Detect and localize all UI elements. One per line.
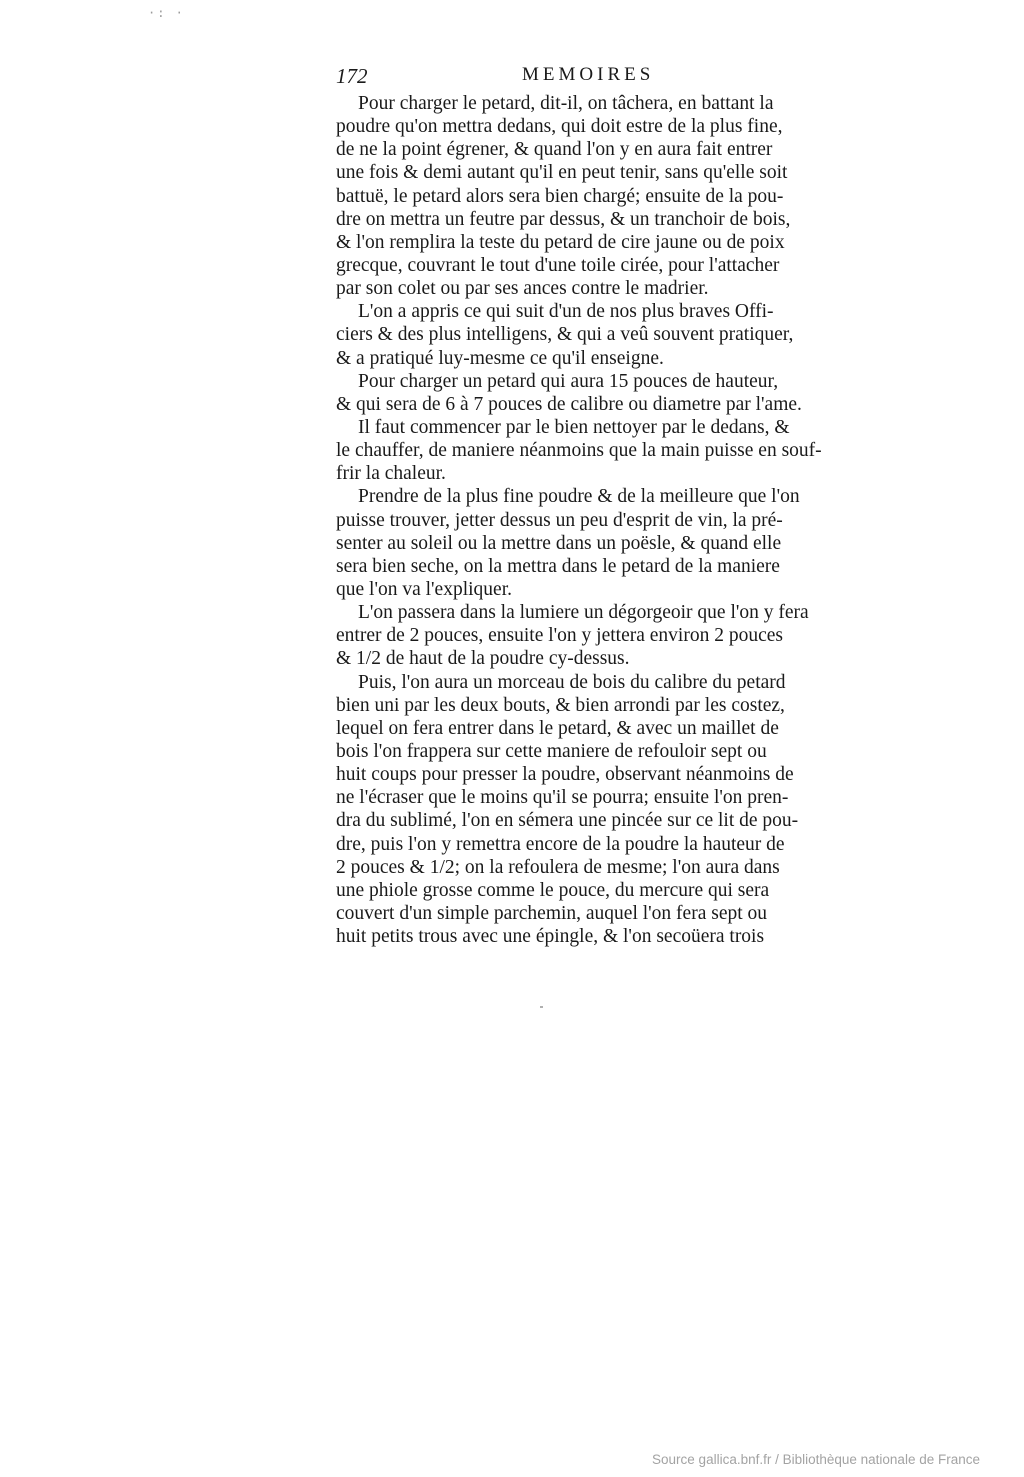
text-line: bien uni par les deux bouts, & bien arrondi par les costez, — [336, 694, 785, 716]
source-attribution: Source gallica.bnf.fr / Bibliothèque nationale de France — [652, 1452, 980, 1467]
text-line: entrer de 2 pouces, ensuite l'on y jettera environ 2 pouces — [336, 625, 783, 647]
text-line: Pour charger un petard qui aura 15 pouces de hauteur, — [358, 370, 779, 392]
text-line: couvert d'un simple parchemin, auquel l'on fera sept ou — [336, 902, 768, 924]
text-line: dre, puis l'on y remettra encore de la poudre la hauteur de — [336, 833, 785, 855]
text-line: ne l'écraser que le moins qu'il se pourra; ensuite l'on pren- — [336, 787, 789, 809]
text-line: Puis, l'on aura un morceau de bois du calibre du petard — [358, 671, 786, 693]
text-line: frir la chaleur. — [336, 463, 446, 485]
text-line: dre on mettra un feutre par dessus, & un tranchoir de bois, — [336, 208, 791, 230]
body-text — [336, 92, 854, 948]
text-line: 2 pouces & 1/2; on la refoulera de mesme; l'on aura dans — [336, 856, 780, 878]
page-number: 172 — [336, 64, 368, 88]
text-line: L'on passera dans la lumiere un dégorgeoir que l'on y fera — [358, 602, 809, 624]
scan-speck — [540, 1006, 543, 1008]
text-line: lequel on fera entrer dans le petard, & avec un maillet de — [336, 717, 779, 739]
text-line: grecque, couvrant le tout d'une toile cirée, pour l'attacher — [336, 254, 780, 276]
running-head: MEMOIRES — [522, 64, 655, 85]
text-line: de ne la point égrener, & quand l'on y en aura fait entrer — [336, 139, 773, 161]
text-line: par son colet ou par ses ances contre le madrier. — [336, 278, 709, 300]
page-header — [336, 64, 686, 94]
text-line: battuë, le petard alors sera bien chargé; ensuite de la pou- — [336, 185, 784, 207]
text-line: & qui sera de 6 à 7 pouces de calibre ou diametre par l'ame. — [336, 393, 802, 415]
text-line: poudre qu'on mettra dedans, qui doit estre de la plus fine, — [336, 116, 783, 138]
text-line: le chauffer, de maniere néanmoins que la main puisse en souf- — [336, 440, 822, 462]
text-line: bois l'on frappera sur cette maniere de refouloir sept ou — [336, 740, 767, 762]
text-line: L'on a appris ce qui suit d'un de nos plus braves Offi- — [358, 301, 774, 323]
text-line: une phiole grosse comme le pouce, du mercure qui sera — [336, 879, 770, 901]
text-line: senter au soleil ou la mettre dans un poësle, & quand elle — [336, 532, 782, 554]
text-line: huit petits trous avec une épingle, & l'on secoüera trois — [336, 926, 765, 948]
text-line: ciers & des plus intelligens, & qui a veû souvent pratiquer, — [336, 324, 794, 346]
text-line: Il faut commencer par le bien nettoyer par le dedans, & — [358, 416, 790, 438]
text-line: & a pratiqué luy-mesme ce qu'il enseigne. — [336, 347, 664, 369]
text-line: que l'on va l'expliquer. — [336, 578, 512, 600]
text-line: & l'on remplira la teste du petard de cire jaune ou de poix — [336, 231, 785, 253]
text-line: huit coups pour presser la poudre, observant néanmoins de — [336, 764, 794, 786]
text-line: puisse trouver, jetter dessus un peu d'esprit de vin, la pré- — [336, 509, 783, 531]
text-line: Prendre de la plus fine poudre & de la meilleure que l'on — [358, 486, 800, 508]
scan-corner-marks: ·: · — [148, 6, 185, 20]
text-line: dra du sublimé, l'on en sémera une pincée sur ce lit de pou- — [336, 810, 799, 832]
text-line: & 1/2 de haut de la poudre cy-dessus. — [336, 648, 630, 670]
text-line: une fois & demi autant qu'il en peut tenir, sans qu'elle soit — [336, 162, 788, 184]
text-line: Pour charger le petard, dit-il, on tâchera, en battant la — [358, 93, 774, 114]
text-line: sera bien seche, on la mettra dans le petard de la maniere — [336, 555, 780, 577]
